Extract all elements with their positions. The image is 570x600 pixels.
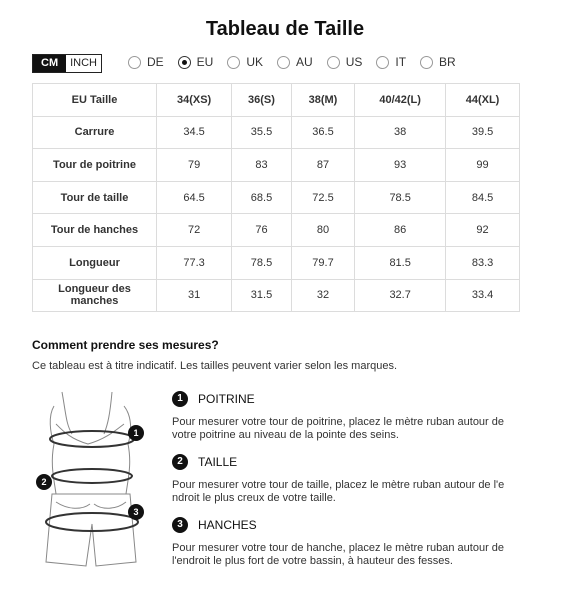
unit-toggle [32,54,102,73]
waist-measure-line [52,469,132,483]
table-header-cell: 40/42(L) [355,84,446,117]
shorts-pocket-left [56,502,90,508]
table-cell: 68.5 [232,181,292,214]
table-cell: 81.5 [355,246,446,279]
unit-inch-button[interactable]: INCH [66,55,101,72]
table-cell: 77.3 [157,246,232,279]
table-row [33,214,520,247]
marker-label: 3 [133,507,139,517]
row-label: Carrure [33,116,157,149]
strap-left [62,392,72,434]
chest-measure-line [50,431,134,447]
table-header-row [33,84,520,117]
radio-icon[interactable] [420,56,433,69]
table-cell: 36.5 [291,116,354,149]
torso-left [52,444,56,494]
body-measurement-illustration [32,384,152,580]
radio-icon[interactable] [277,56,290,69]
region-label: UK [246,55,264,69]
region-selector [128,55,470,69]
region-label: EU [196,55,214,69]
torso-right [126,444,130,494]
step-title: TAILLE [198,455,238,469]
marker-label: 2 [41,477,47,487]
table-row [33,116,520,149]
page-title: Tableau de Taille [205,18,365,40]
table-cell: 72 [157,214,232,247]
table-header-cell: 44(XL) [446,84,520,117]
strap-right [104,392,112,434]
table-cell: 79 [157,149,232,182]
radio-icon[interactable] [128,56,141,69]
table-cell: 79.7 [291,246,354,279]
table-cell: 84.5 [446,181,520,214]
row-label: Tour de hanches [33,214,157,247]
table-cell: 83.3 [446,246,520,279]
step-title: HANCHES [198,518,257,532]
radio-icon[interactable] [376,56,389,69]
table-cell: 76 [232,214,292,247]
region-label: DE [147,55,164,69]
step-text: Pour mesurer votre tour de poitrine, placez le mètre ruban autour de votre poitrine au niveau de la pointe des seins. [172,416,505,441]
table-cell: 38 [355,116,446,149]
step-number-badge: 2 [172,454,188,470]
step-text: Pour mesurer votre tour de hanche, placez le mètre ruban autour de l'endroit le plus fort de votre bassin, à hauteur des fesses. [172,542,505,567]
table-cell: 92 [446,214,520,247]
unit-cm-button[interactable]: CM [33,55,66,72]
step-chest [172,391,517,442]
table-cell: 33.4 [446,279,520,312]
step-text: Pour mesurer votre tour de taille, placez le mètre ruban autour de l'e ndroit le plus creux de votre taille. [172,479,505,504]
marker-3 [128,504,144,520]
region-label: AU [296,55,313,69]
shorts-pocket-right [94,502,126,508]
table-row [33,149,520,182]
region-label: IT [395,55,407,69]
row-label: Tour de taille [33,181,157,214]
table-cell: 39.5 [446,116,520,149]
table-header-cell: 38(M) [291,84,354,117]
table-cell: 72.5 [291,181,354,214]
table-cell: 93 [355,149,446,182]
table-row [33,279,520,312]
table-header-cell: EU Taille [33,84,157,117]
bra-cups [56,424,124,444]
table-cell: 35.5 [232,116,292,149]
table-cell: 32 [291,279,354,312]
table-cell: 78.5 [355,181,446,214]
marker-1 [128,425,144,441]
table-cell: 87 [291,149,354,182]
radio-checked-icon[interactable] [178,56,191,69]
table-cell: 83 [232,149,292,182]
region-option-de[interactable] [128,55,164,69]
radio-icon[interactable] [327,56,340,69]
howto-note: Ce tableau est à titre indicatif. Les tailles peuvent varier selon les marques. [32,360,398,372]
table-cell: 32.7 [355,279,446,312]
table-cell: 99 [446,149,520,182]
region-option-it[interactable] [376,55,406,69]
region-option-br[interactable] [420,55,456,69]
table-row [33,181,520,214]
region-label: US [345,55,363,69]
step-hips [172,517,517,568]
step-number-badge: 3 [172,517,188,533]
table-cell: 80 [291,214,354,247]
table-header-cell: 36(S) [232,84,292,117]
region-label: BR [439,55,456,69]
table-cell: 78.5 [232,246,292,279]
step-title: POITRINE [198,392,255,406]
torso-right-upper [124,406,131,444]
row-label: Tour de poitrine [33,149,157,182]
howto-title: Comment prendre ses mesures? [32,338,219,352]
radio-icon[interactable] [227,56,240,69]
table-cell: 31.5 [232,279,292,312]
region-option-eu[interactable] [178,55,214,69]
row-label: Longueur des manches [33,279,157,312]
region-option-au[interactable] [277,55,313,69]
table-cell: 86 [355,214,446,247]
table-cell: 64.5 [157,181,232,214]
row-label: Longueur [33,246,157,279]
marker-2 [36,474,52,490]
table-header-cell: 34(XS) [157,84,232,117]
step-number-badge: 1 [172,391,188,407]
region-option-us[interactable] [327,55,363,69]
table-cell: 34.5 [157,116,232,149]
region-option-uk[interactable] [227,55,263,69]
table-row [33,246,520,279]
marker-label: 1 [133,428,139,438]
step-waist [172,454,517,505]
size-table [32,83,520,312]
table-cell: 31 [157,279,232,312]
